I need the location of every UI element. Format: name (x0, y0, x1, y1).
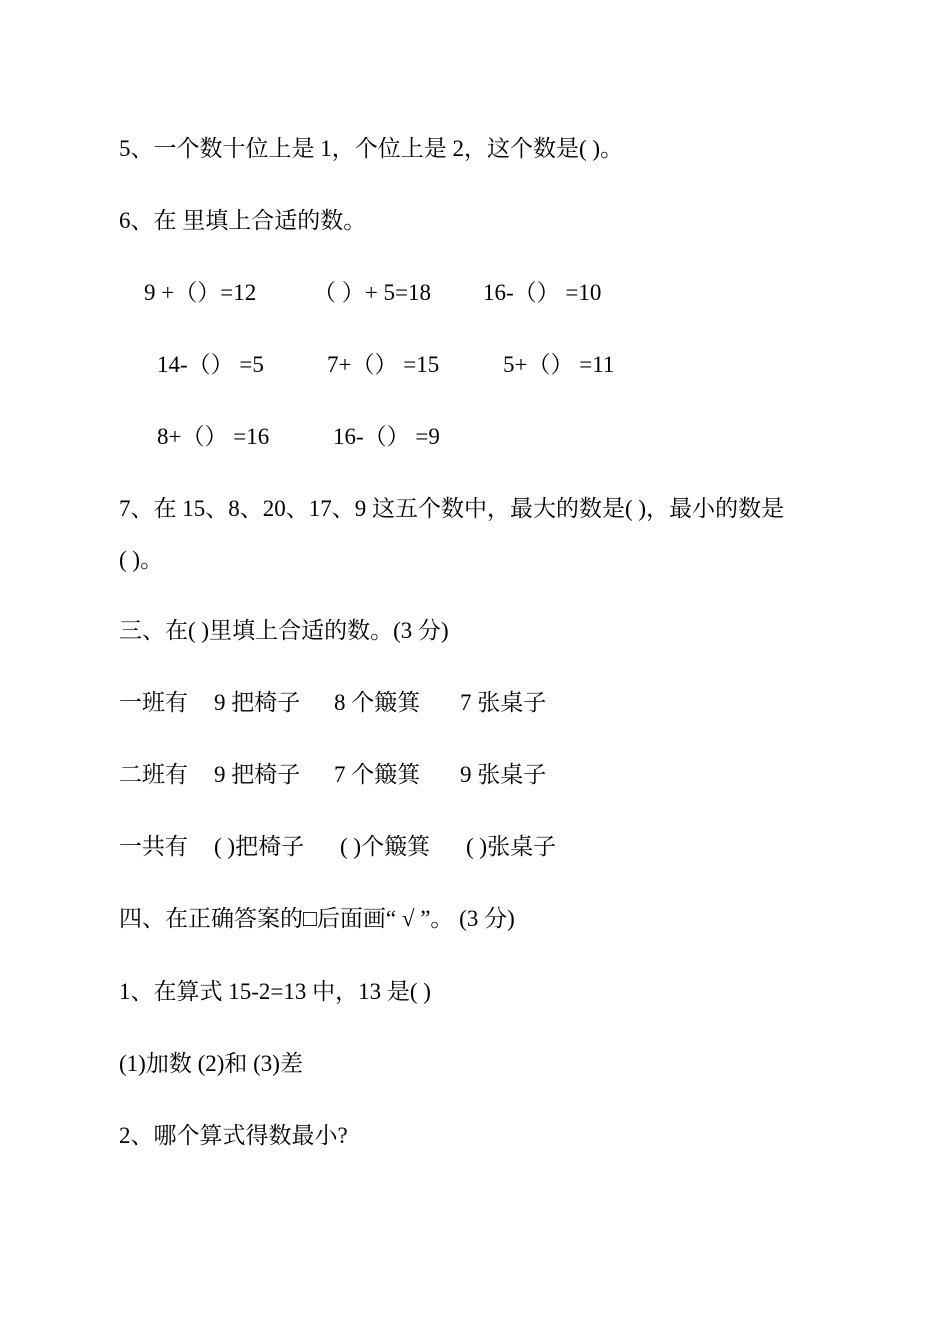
equation-blank: 16-（） =10 (483, 280, 602, 305)
dustpans-count: 7 个簸箕 (334, 762, 421, 787)
equation-blank: 16-（） =9 (333, 424, 440, 449)
equation-row-3 (0, 422, 950, 452)
tables-blank: ( )张桌子 (466, 834, 557, 859)
total-row (0, 832, 950, 862)
equation-blank: （ ）+ 5=18 (313, 280, 431, 305)
row-label: 二班有 (119, 762, 188, 787)
section-4-question-1: 1、在算式 15-2=13 中，13 是( ) (119, 979, 431, 1004)
section-4-question-2: 2、哪个算式得数最小? (119, 1123, 348, 1148)
dustpans-blank: ( )个簸箕 (340, 834, 431, 859)
question-7-line-2: ( )。 (119, 547, 164, 572)
equation-blank: 9 +（）=12 (144, 280, 257, 305)
question-7-line-1: 7、在 15、8、20、17、9 这五个数中，最大的数是( )，最小的数是 (119, 496, 785, 521)
equation-blank: 7+（） =15 (327, 352, 440, 377)
equation-blank: 5+（） =11 (503, 352, 615, 377)
tables-count: 7 张桌子 (460, 690, 547, 715)
row-label: 一共有 (119, 834, 188, 859)
class-1-row (0, 688, 950, 718)
row-label: 一班有 (119, 690, 188, 715)
equation-row-1 (0, 278, 950, 308)
equation-blank: 14-（） =5 (157, 352, 264, 377)
chairs-blank: ( )把椅子 (214, 834, 305, 859)
section-4-question-1-options: (1)加数 (2)和 (3)差 (119, 1051, 303, 1076)
question-6-prompt: 6、在 里填上合适的数。 (119, 208, 367, 233)
chairs-count: 9 把椅子 (214, 690, 301, 715)
dustpans-count: 8 个簸箕 (334, 690, 421, 715)
tables-count: 9 张桌子 (460, 762, 547, 787)
equation-row-2 (0, 350, 950, 380)
question-5: 5、一个数十位上是 1，个位上是 2，这个数是( )。 (119, 136, 624, 161)
section-4-heading: 四、在正确答案的□后面画“ √ ”。 (3 分) (119, 906, 515, 931)
section-3-heading: 三、在( )里填上合适的数。(3 分) (119, 618, 449, 643)
class-2-row (0, 760, 950, 790)
chairs-count: 9 把椅子 (214, 762, 301, 787)
equation-blank: 8+（） =16 (157, 424, 270, 449)
